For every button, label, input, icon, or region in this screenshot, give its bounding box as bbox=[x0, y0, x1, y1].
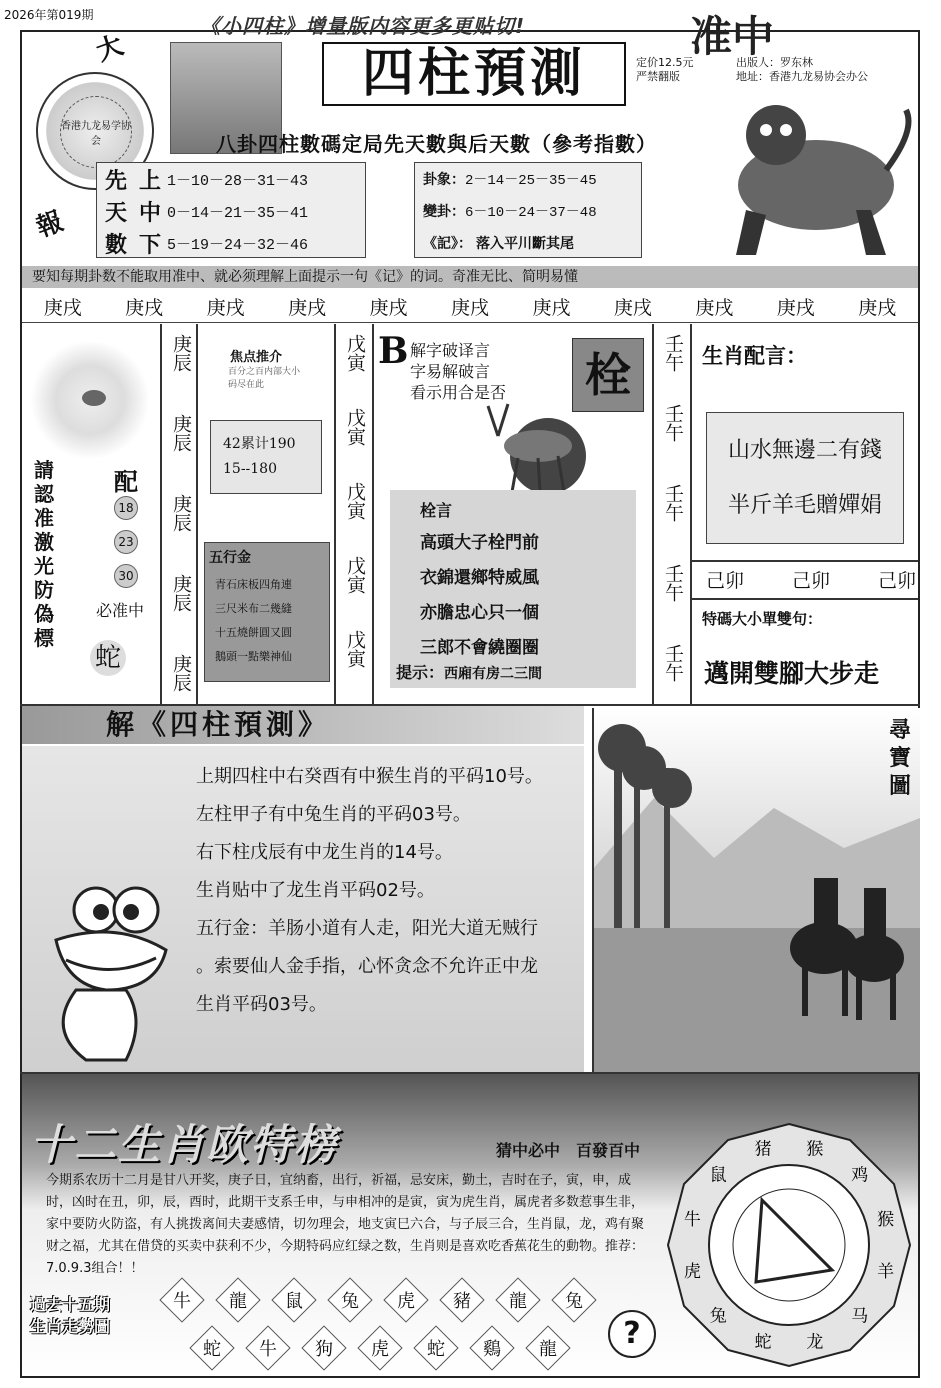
publisher: 出版人：罗东林 bbox=[736, 56, 813, 69]
notice-char: 激 bbox=[34, 530, 54, 554]
wheel-zodiac: 龙 bbox=[806, 1332, 824, 1353]
analysis-line: 生肖贴中了龙生肖平码02号。 bbox=[196, 880, 435, 901]
trend-zodiac: 牛 bbox=[173, 1291, 191, 1312]
renwu-cell: 壬午 bbox=[662, 334, 684, 372]
row-text: 落入平川斷其尾 bbox=[476, 236, 574, 252]
price: 定价12.5元 bbox=[636, 56, 694, 69]
ganzhi-cell: 庚戌 bbox=[532, 296, 571, 319]
wuxing-lines bbox=[205, 573, 329, 669]
zodiac-line: 山水無邊二有錢 bbox=[727, 438, 882, 463]
snake-char: 蛇 bbox=[90, 640, 126, 676]
stamp-zhunzhong: 准中 bbox=[690, 12, 775, 61]
wuxing-title: 五行金 bbox=[209, 550, 251, 566]
row-label: 天 bbox=[105, 199, 128, 226]
wuxing-box bbox=[204, 542, 330, 682]
trend-cell bbox=[245, 1325, 290, 1370]
wuxing-line: 鵝頭一點樂神仙 bbox=[215, 650, 292, 663]
subtitle: 八卦四柱數碼定局先天數與后天數（參考指數） bbox=[216, 132, 657, 156]
focus-box bbox=[210, 420, 322, 494]
wheel-zodiac: 猴 bbox=[877, 1210, 895, 1231]
trend-cell bbox=[383, 1277, 428, 1322]
page-title: 四柱預測 bbox=[322, 42, 626, 106]
trend-label bbox=[30, 1294, 110, 1338]
wheel-zodiac: 猪 bbox=[754, 1139, 772, 1160]
trend-label-line: 生肖走勢圖 bbox=[30, 1317, 111, 1336]
trend-zodiac: 鷄 bbox=[483, 1339, 501, 1360]
divider bbox=[652, 324, 654, 704]
table-row bbox=[415, 195, 641, 227]
renwu-cell: 壬午 bbox=[662, 564, 684, 602]
price-info bbox=[636, 56, 694, 84]
zodiac-label: 生肖配言： bbox=[702, 343, 807, 368]
side-char-3: 報 bbox=[32, 206, 68, 244]
deer-illustration bbox=[468, 396, 608, 496]
shuan-line: 高頭大子栓門前 bbox=[420, 533, 539, 553]
row-label: 先 bbox=[105, 167, 128, 194]
shuan-line: 三郎不會繞圈圈 bbox=[420, 638, 539, 658]
treasure-char: 圖 bbox=[888, 773, 911, 799]
treasure-map-illustration bbox=[592, 708, 920, 1072]
trend-row-2 bbox=[196, 1332, 564, 1364]
trend-cell bbox=[439, 1277, 484, 1322]
row-position: 下 bbox=[139, 231, 162, 258]
wheel-zodiac: 猴 bbox=[806, 1139, 824, 1160]
wheel-zodiac: 鼠 bbox=[709, 1165, 727, 1186]
notice-char: 請 bbox=[34, 458, 54, 482]
ganzhi-cell: 庚戌 bbox=[43, 296, 82, 319]
hint-bar: 要知每期卦数不能取用准中、就必须理解上面提示一句《记》的词。奇准无比、简明易懂 bbox=[22, 266, 918, 288]
genchen-cell: 庚辰 bbox=[170, 494, 192, 532]
gua-table bbox=[414, 162, 642, 258]
pig-icon bbox=[82, 390, 106, 406]
shuan-lines bbox=[420, 526, 539, 666]
trend-cell bbox=[189, 1325, 234, 1370]
zodiac-wheel bbox=[664, 1120, 914, 1370]
wheel-zodiac: 牛 bbox=[683, 1210, 701, 1231]
shuan-line: 亦膽忠心只一個 bbox=[420, 603, 539, 623]
row-label: 數 bbox=[105, 231, 128, 258]
ganzhi-cell: 庚戌 bbox=[695, 296, 734, 319]
zodiac-line: 半斤羊毛贈嬋娟 bbox=[727, 493, 882, 518]
b-lines bbox=[410, 340, 506, 403]
trend-cell bbox=[357, 1325, 402, 1370]
trend-zodiac: 蛇 bbox=[427, 1339, 445, 1360]
trend-zodiac: 鼠 bbox=[285, 1291, 303, 1312]
row-label: 卦象： bbox=[423, 172, 465, 188]
analysis-line: 右下柱戊辰有中龙生肖的14号。 bbox=[196, 842, 453, 863]
side-char-1: 大 bbox=[92, 30, 128, 68]
trend-cell bbox=[271, 1277, 316, 1322]
trend-zodiac: 兔 bbox=[565, 1291, 583, 1312]
notice-char: 防 bbox=[34, 578, 54, 602]
question-mark: ? bbox=[608, 1310, 656, 1358]
pei-number: 18 bbox=[114, 496, 138, 520]
shuan-line: 衣錦還鄉特威風 bbox=[420, 568, 539, 588]
wuyin-cell: 戊寅 bbox=[344, 482, 366, 520]
motto: 猜中必中 百發百中 bbox=[496, 1141, 641, 1160]
trend-zodiac: 蛇 bbox=[203, 1339, 221, 1360]
tip bbox=[396, 660, 542, 683]
analysis-line: 。索要仙人金手指，心怀贪念不允许正中龙 bbox=[196, 956, 538, 977]
genchen-cell: 庚辰 bbox=[170, 414, 192, 452]
logo-text: 香港九龙易学协会 bbox=[60, 96, 132, 168]
renwu-cell: 壬午 bbox=[662, 644, 684, 682]
row-numbers: 0－14－21－35－41 bbox=[167, 204, 309, 222]
wheel-zodiac: 虎 bbox=[683, 1261, 701, 1282]
issue-number: 2026年第019期 bbox=[4, 8, 94, 22]
horoscope-text: 今期系农历十二月是甘八开奖，庚子日，宜纳畜，出行，祈福，忌安床，勤土，吉时在子，寅，申，成时，凶时在丑，卯，辰，酉时，此期干支系壬申，与申相冲的是寅，寅为虎生肖，属虎者多数惹事生非，家中要防火防盗，有人挑拨离间夫妻感情，切勿理会，地支寅巳六合，与子辰三合，生肖鼠，龙，鸡有聚财之福，尤其在借贷的买卖中获利不少，今期特码应红绿之数，生肖则是喜欢吃香蕉花生的動物。推荐：7.0.9.3组合！！ bbox=[46, 1173, 645, 1276]
trend-label-line: 過去十五期 bbox=[30, 1295, 111, 1314]
genchen-cell: 庚辰 bbox=[170, 574, 192, 612]
divider bbox=[334, 324, 336, 704]
focus-note: 百分之百内部大小码尽在此 bbox=[228, 367, 301, 390]
wuyin-column bbox=[342, 334, 370, 690]
trend-zodiac: 牛 bbox=[259, 1339, 277, 1360]
ganzhi-cell: 庚戌 bbox=[369, 296, 408, 319]
analysis-text bbox=[196, 758, 576, 1024]
ganzhi-cell: 庚戌 bbox=[450, 296, 489, 319]
trend-zodiac: 豬 bbox=[453, 1291, 471, 1312]
publisher-info bbox=[736, 56, 868, 84]
row-numbers: 5－19－24－32－46 bbox=[167, 236, 309, 254]
trend-cell bbox=[327, 1277, 372, 1322]
table-row bbox=[415, 227, 641, 259]
treasure-char: 寶 bbox=[888, 745, 911, 771]
tip-text: 西廂有房二三間 bbox=[444, 666, 543, 682]
trend-cell bbox=[551, 1277, 596, 1322]
slogan: 《小四柱》增量版内容更多更贴切! bbox=[200, 14, 526, 38]
jimao-cell: 己卯 bbox=[877, 570, 916, 592]
wuxing-line: 十五燒餅圓又圓 bbox=[215, 626, 292, 639]
genchen-cell: 庚辰 bbox=[170, 654, 192, 692]
trend-cell bbox=[159, 1277, 204, 1322]
trend-cell bbox=[525, 1325, 570, 1370]
divider bbox=[690, 598, 918, 600]
divider bbox=[690, 560, 918, 562]
divider bbox=[690, 324, 692, 704]
wuyin-cell: 戊寅 bbox=[344, 630, 366, 668]
wuxing-line: 三尺米布二幾縫 bbox=[215, 602, 292, 615]
wuyin-cell: 戊寅 bbox=[344, 408, 366, 446]
focus-line-2: 15--180 bbox=[223, 461, 277, 477]
pig-illustration bbox=[30, 340, 150, 460]
shuan-char: 栓 bbox=[572, 338, 644, 412]
b-line: 字易解破言 bbox=[410, 362, 491, 381]
shuan-title: 栓言 bbox=[420, 501, 453, 520]
notice-char: 光 bbox=[34, 554, 54, 578]
wuyin-cell: 戊寅 bbox=[344, 334, 366, 372]
table-row bbox=[97, 227, 365, 259]
tip-label: 提示： bbox=[396, 663, 445, 682]
trend-zodiac: 兔 bbox=[341, 1291, 359, 1312]
row-numbers: 6－10－24－37－48 bbox=[465, 205, 597, 221]
trend-cell bbox=[301, 1325, 346, 1370]
analysis-line: 左柱甲子有中兔生肖的平码03号。 bbox=[196, 804, 471, 825]
trend-cell bbox=[413, 1325, 458, 1370]
wuxing-line: 青石床板四角連 bbox=[215, 578, 292, 591]
zodiac-box bbox=[706, 412, 904, 544]
row-numbers: 1－10－28－31－43 bbox=[167, 172, 309, 190]
trend-zodiac: 龍 bbox=[229, 1291, 247, 1312]
ganzhi-cell: 庚戌 bbox=[125, 296, 164, 319]
focus-line-1: 42累计190 bbox=[223, 436, 296, 452]
must-hit-label: 必准中 bbox=[96, 601, 145, 620]
table-row bbox=[97, 195, 365, 227]
ganzhi-cell: 庚戌 bbox=[288, 296, 327, 319]
b-line: 解字破译言 bbox=[410, 341, 491, 360]
divider bbox=[196, 324, 198, 704]
genchen-cell: 庚辰 bbox=[170, 334, 192, 372]
b-letter: B bbox=[378, 330, 409, 372]
divider bbox=[372, 324, 374, 704]
rights: 严禁翻版 bbox=[636, 70, 680, 83]
trend-zodiac: 虎 bbox=[397, 1291, 415, 1312]
row-position: 上 bbox=[139, 167, 162, 194]
wuyin-cell: 戊寅 bbox=[344, 556, 366, 594]
trend-zodiac: 龍 bbox=[509, 1291, 527, 1312]
notice-char: 准 bbox=[34, 506, 54, 530]
analysis-title: 解《四柱預測》 bbox=[22, 706, 584, 744]
notice-char: 標 bbox=[34, 626, 54, 650]
trend-zodiac: 虎 bbox=[371, 1339, 389, 1360]
focus-title: 焦点推介 bbox=[230, 350, 283, 365]
wheel-zodiac: 蛇 bbox=[754, 1332, 772, 1353]
trend-zodiac: 龍 bbox=[539, 1339, 557, 1360]
row-position: 中 bbox=[139, 199, 162, 226]
row-numbers: 2－14－25－35－45 bbox=[465, 173, 597, 189]
jimao-row bbox=[706, 566, 916, 593]
row-label: 《記》： bbox=[423, 236, 472, 252]
ganzhi-cell: 庚戌 bbox=[206, 296, 245, 319]
qilin-illustration bbox=[716, 90, 916, 260]
wheel-zodiac: 羊 bbox=[877, 1261, 895, 1282]
notice-char: 認 bbox=[34, 482, 54, 506]
pei-number: 30 bbox=[114, 564, 138, 588]
address: 地址：香港九龙易协会办公 bbox=[736, 70, 868, 83]
renwu-cell: 壬午 bbox=[662, 404, 684, 442]
pei-number: 23 bbox=[114, 530, 138, 554]
b-line: 看示用合是否 bbox=[410, 383, 507, 402]
analysis-line: 五行金：羊肠小道有人走，阳光大道无贼行 bbox=[196, 918, 538, 939]
ganzhi-cell: 庚戌 bbox=[776, 296, 815, 319]
trend-cell bbox=[215, 1277, 260, 1322]
ganzhi-row bbox=[22, 290, 918, 323]
ganzhi-cell: 庚戌 bbox=[858, 296, 897, 319]
renwu-column bbox=[660, 334, 688, 694]
treasure-label bbox=[886, 716, 914, 800]
xiantian-table bbox=[96, 162, 366, 258]
trend-cell bbox=[495, 1277, 540, 1322]
genchen-column bbox=[166, 334, 196, 714]
ganzhi-cell: 庚戌 bbox=[613, 296, 652, 319]
frog-mascot bbox=[16, 880, 176, 1070]
tema-text: 邁開雙腳大步走 bbox=[704, 659, 880, 688]
treasure-char: 尋 bbox=[888, 717, 911, 743]
anti-fake-notice bbox=[34, 458, 54, 650]
pei-label: 配 bbox=[114, 467, 138, 496]
jimao-cell: 己卯 bbox=[706, 570, 745, 592]
trend-row-1 bbox=[166, 1284, 590, 1316]
table-row bbox=[97, 163, 365, 195]
notice-char: 偽 bbox=[34, 602, 54, 626]
renwu-cell: 壬午 bbox=[662, 484, 684, 522]
wheel-zodiac: 鸡 bbox=[851, 1165, 869, 1186]
divider bbox=[160, 324, 162, 704]
analysis-line: 上期四柱中右癸酉有中猴生肖的平码10号。 bbox=[196, 766, 543, 787]
row-label: 變卦： bbox=[423, 204, 465, 220]
banner-title: 十二生肖欧特榜 bbox=[30, 1120, 339, 1169]
wheel-zodiac: 兔 bbox=[709, 1306, 727, 1327]
trend-cell bbox=[469, 1325, 514, 1370]
shuan-box bbox=[390, 490, 636, 688]
analysis-line: 生肖平码03号。 bbox=[196, 994, 327, 1015]
jimao-cell: 己卯 bbox=[791, 570, 830, 592]
table-row bbox=[415, 163, 641, 195]
trend-zodiac: 狗 bbox=[315, 1339, 333, 1360]
wheel-zodiac: 马 bbox=[851, 1306, 869, 1327]
tema-label: 特碼大小單雙句： bbox=[702, 610, 823, 628]
